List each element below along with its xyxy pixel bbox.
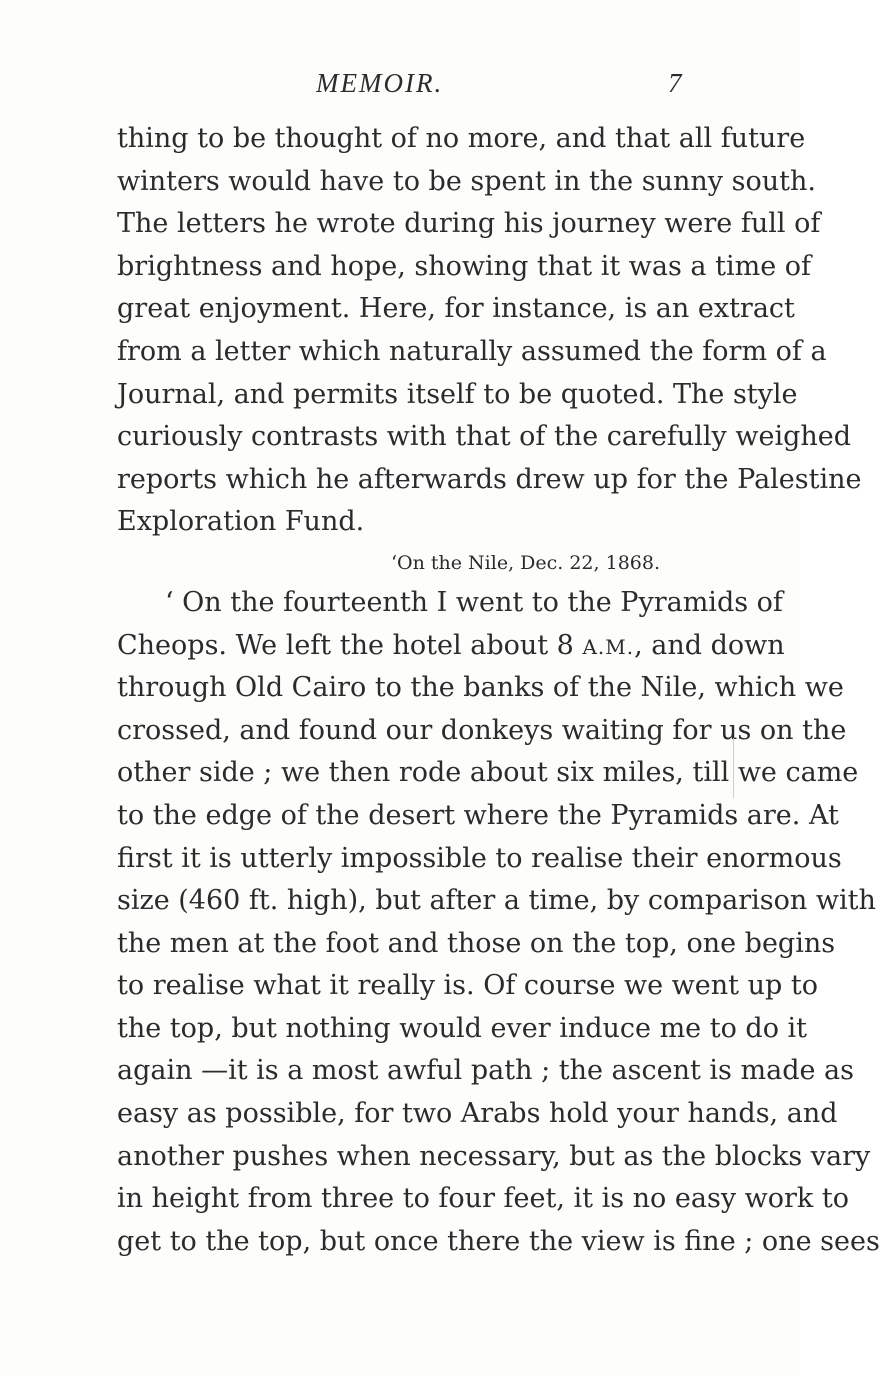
text-line: crossed, and found our donkeys waiting for us on the [117, 714, 847, 746]
text-line: first it is utterly impossible to realise their enormous [117, 842, 842, 874]
text-line: to realise what it really is. Of course we went up to [117, 970, 818, 1002]
text-line: another pushes when necessary, but as the blocks vary [117, 1140, 871, 1172]
time-abbrev: A.M. [582, 634, 635, 659]
text-line: brightness and hope, showing that it was a time of [117, 250, 811, 282]
text-line: in height from three to four feet, it is no easy work to [117, 1183, 849, 1215]
body-text [117, 118, 880, 1263]
text-line: get to the top, but once there the view is fine ; one sees [117, 1225, 880, 1257]
text-line: easy as possible, for two Arabs hold your hands, and [117, 1098, 838, 1130]
text-line: curiously contrasts with that of the carefully weighed [117, 421, 852, 453]
text-segment: Cheops. We left the hotel about 8 [117, 629, 583, 661]
text-line: from a letter which naturally assumed the form of a [117, 335, 827, 367]
text-line-with-time [117, 625, 785, 668]
text-line: Exploration Fund. [117, 506, 365, 538]
page-number: 7 [668, 68, 682, 98]
margin-pencil-mark [733, 738, 752, 798]
text-line: Journal, and permits itself to be quoted. The style [117, 378, 798, 410]
text-line: again —it is a most awful path ; the ascent is made as [117, 1055, 854, 1087]
text-line: size (460 ft. high), but after a time, by comparison with [117, 885, 876, 917]
text-line: thing to be thought of no more, and that all future [117, 123, 806, 154]
text-line: The letters he wrote during his journey were full of [117, 208, 821, 240]
text-line: through Old Cairo to the banks of the Nile, which we [117, 672, 844, 704]
letter-dateline: ‘On the Nile, Dec. 22, 1868. [391, 551, 660, 574]
running-title: MEMOIR. [316, 68, 444, 98]
text-line: reports which he afterwards drew up for the Palestine [117, 463, 862, 495]
text-line: other side ; we then rode about six miles, till we came [117, 757, 859, 789]
text-line: winters would have to be spent in the sunny south. [117, 165, 816, 197]
text-line: the top, but nothing would ever induce me to do it [117, 1012, 808, 1044]
text-line: to the edge of the desert where the Pyramids are. At [117, 799, 839, 831]
text-line: ‘ On the fourteenth I went to the Pyramids of [165, 586, 783, 618]
running-head [0, 68, 800, 108]
text-line: the men at the foot and those on the top, one begins [117, 927, 836, 959]
text-segment: , and down [634, 629, 785, 661]
text-line: great enjoyment. Here, for instance, is an extract [117, 293, 795, 325]
